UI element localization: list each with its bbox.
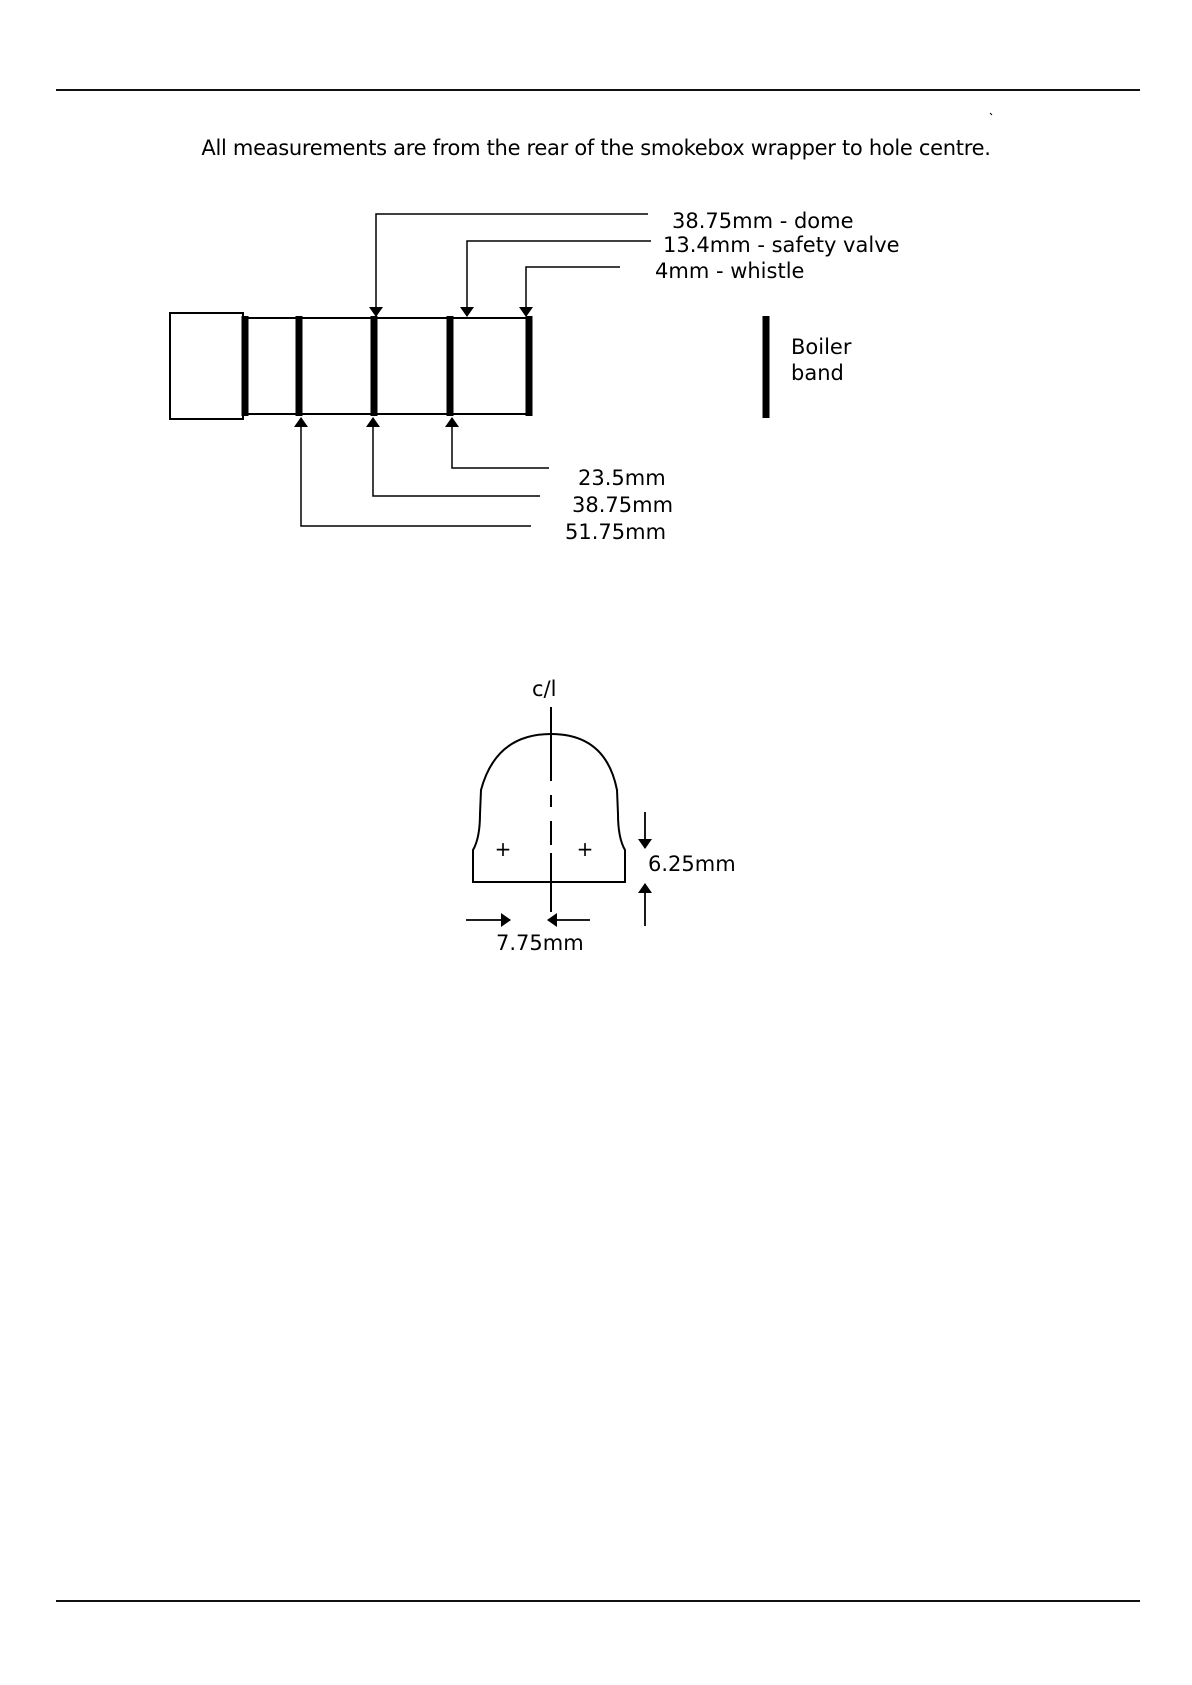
- measure-51-75-label: 51.75mm: [565, 520, 667, 544]
- height-label: 6.25mm: [648, 852, 736, 876]
- stray-mark: [990, 113, 992, 115]
- dome-leader: [376, 214, 648, 316]
- smokebox: [170, 313, 243, 419]
- leader-23-5: [452, 418, 549, 468]
- safety-valve-label: 13.4mm - safety valve: [663, 233, 900, 257]
- legend-line-2: band: [791, 361, 844, 385]
- leader-38-75: [373, 418, 540, 496]
- leader-51-75: [301, 418, 531, 526]
- page-heading: All measurements are from the rear of the smokebox wrapper to hole centre.: [201, 136, 991, 160]
- boiler-barrel: [243, 318, 528, 414]
- legend-line-1: Boiler: [791, 335, 852, 359]
- centreline-label: c/l: [532, 677, 557, 701]
- hole-mark-left: +: [494, 837, 512, 861]
- whistle-leader: [526, 267, 620, 316]
- safety-valve-leader: [467, 241, 651, 316]
- measure-23-5-label: 23.5mm: [578, 466, 666, 490]
- hole-mark-right: +: [576, 837, 594, 861]
- whistle-label: 4mm - whistle: [655, 259, 805, 283]
- measure-38-75-label: 38.75mm: [572, 493, 674, 517]
- dome-label: 38.75mm - dome: [672, 209, 854, 233]
- width-label: 7.75mm: [496, 931, 584, 955]
